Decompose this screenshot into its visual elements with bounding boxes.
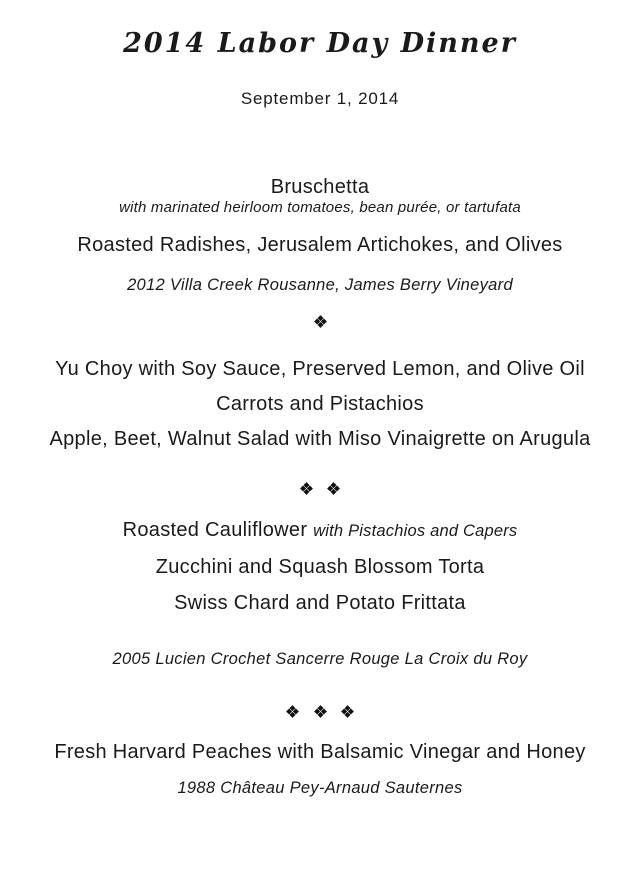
dish-bruschetta-note: with marinated heirloom tomatoes, bean purée, or tartufata: [119, 199, 521, 216]
diamond-cluster-icon: [285, 704, 300, 719]
course-divider-3: [0, 704, 640, 719]
dish-zucchini-torta: Zucchini and Squash Blossom Torta: [155, 556, 485, 578]
diamond-cluster-icon: [313, 314, 328, 329]
dish-roasted-radishes: Roasted Radishes, Jerusalem Artichokes, and Olives: [77, 234, 563, 256]
course-divider-2: [0, 481, 640, 496]
dish-apple-beet-walnut-salad: Apple, Beet, Walnut Salad with Miso Vinaigrette on Arugula: [49, 428, 591, 450]
dish-roasted-cauliflower-name: Roasted Cauliflower: [122, 519, 308, 541]
diamond-cluster-icon: [340, 704, 355, 719]
course-divider-1: [0, 314, 640, 329]
wine-pairing-3: 1988 Château Pey-Arnaud Sauternes: [177, 779, 463, 797]
dish-yu-choy: Yu Choy with Soy Sauce, Preserved Lemon, and Olive Oil: [55, 358, 585, 380]
wine-pairing-2: 2005 Lucien Crochet Sancerre Rouge La Croix du Roy: [112, 650, 528, 668]
diamond-cluster-icon: [299, 481, 314, 496]
dish-roasted-cauliflower: [0, 520, 640, 541]
dish-bruschetta: Bruschetta: [270, 176, 370, 198]
wine-pairing-1: 2012 Villa Creek Rousanne, James Berry Vineyard: [127, 276, 513, 294]
menu-date: September 1, 2014: [240, 89, 400, 108]
dish-fresh-peaches: Fresh Harvard Peaches with Balsamic Vinegar and Honey: [54, 741, 586, 763]
dish-swiss-chard-frittata: Swiss Chard and Potato Frittata: [174, 592, 466, 614]
dish-carrots-pistachios: Carrots and Pistachios: [216, 393, 424, 415]
diamond-cluster-icon: [326, 481, 341, 496]
diamond-cluster-icon: [313, 704, 328, 719]
menu-title: 2014 Labor Day Dinner: [123, 28, 517, 59]
dish-roasted-cauliflower-note: with Pistachios and Capers: [313, 522, 518, 540]
